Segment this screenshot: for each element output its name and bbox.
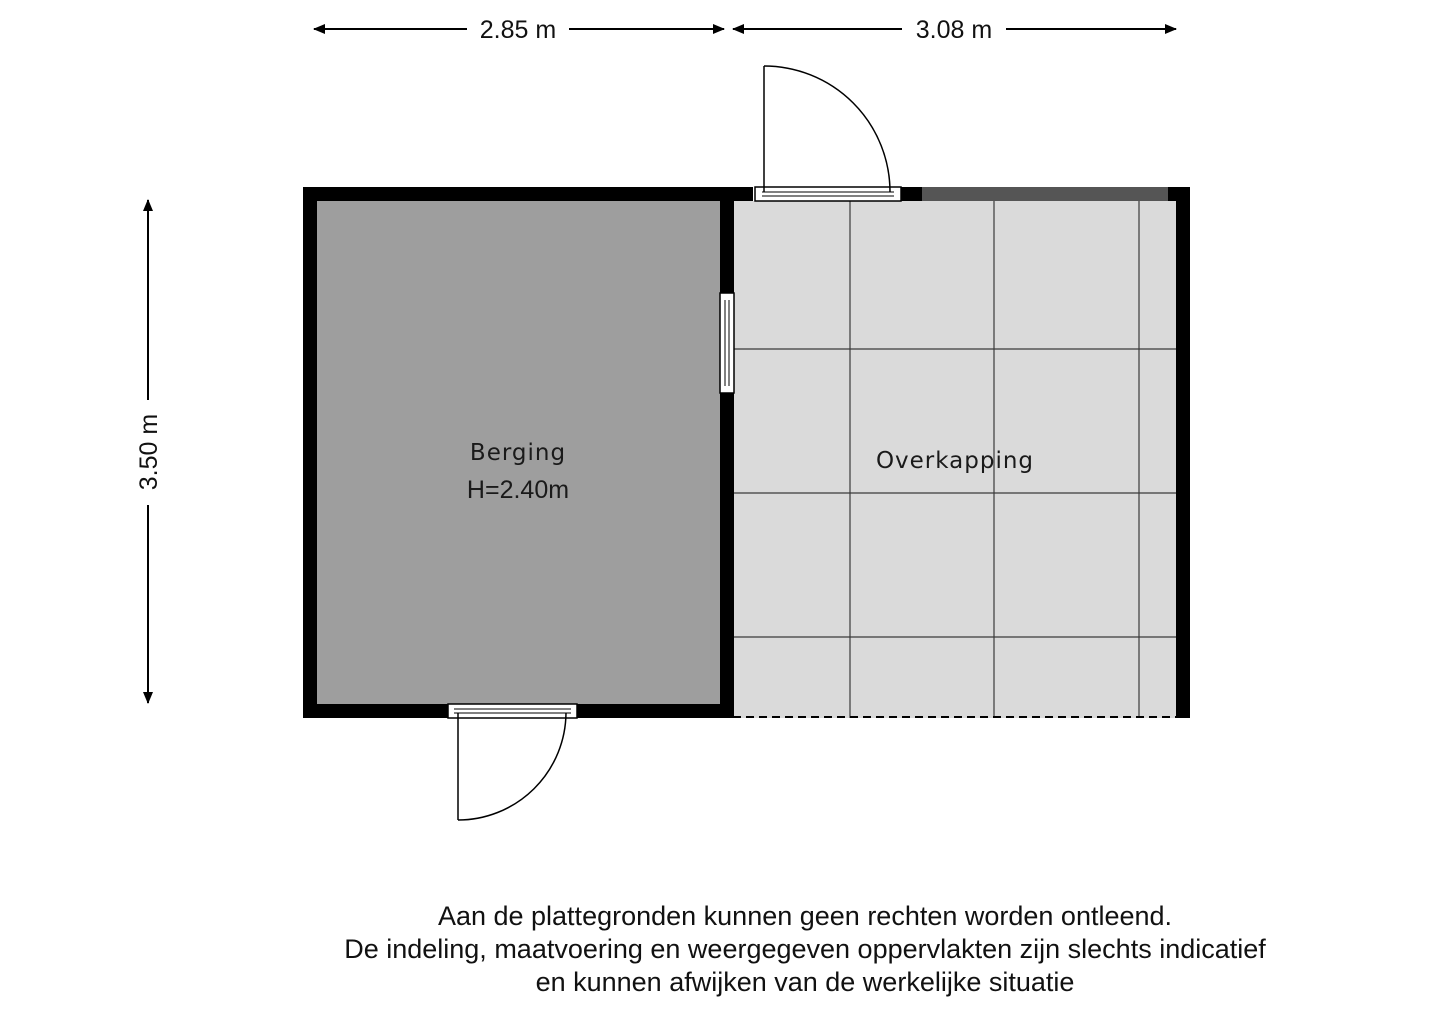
interior-window [720,293,734,393]
dimension-top-right [733,16,1176,44]
berging-label: Berging [469,440,567,466]
top-door [755,66,901,201]
dimension-top-left [314,16,724,44]
disclaimer-line-1: Aan de plattegronden kunnen geen rechten worden ontleend. [437,901,1173,931]
overkapping-label: Overkapping [875,448,1035,474]
dimension-top-left-label: 2.85 m [479,16,557,44]
bottom-door [448,704,577,820]
dimension-left-height-label: 3.50 m [135,413,163,491]
disclaimer-line-2: De indeling, maatvoering en weergegeven oppervlakten zijn slechts indicatief [344,934,1266,964]
berging-height-label: H=2.40m [466,476,570,504]
dimension-left-height [135,200,163,703]
disclaimer [0,900,1440,999]
dimension-top-right-label: 3.08 m [915,16,993,44]
disclaimer-line-3: en kunnen afwijken van de werkelijke situatie [535,967,1075,997]
